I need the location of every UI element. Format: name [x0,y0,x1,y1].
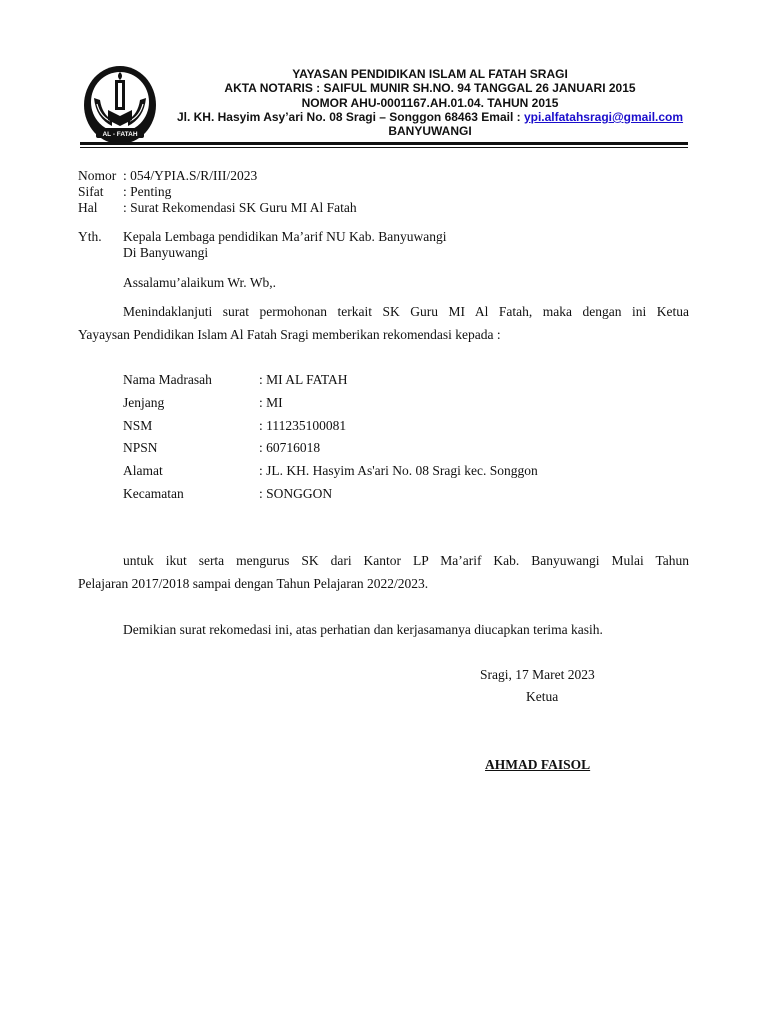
greeting: Assalamu’alaikum Wr. Wb,. [123,275,277,290]
paragraph-purpose-line-2: Pelajaran 2017/2018 sampai dengan Tahun Pelajaran 2022/2023. [78,575,429,591]
closing-statement: Demikian surat rekomedasi ini, atas perhatian dan kerjasamanya diucapkan terima kasih. [123,622,603,637]
info-label: Jenjang [123,395,165,410]
hal-value: : Surat Rekomendasi SK Guru MI Al Fatah [123,200,357,215]
hal-label: Hal [78,200,98,215]
letterhead [168,67,692,138]
recipient-line-1: Kepala Lembaga pendidikan Ma’arif NU Kab. Banyuwangi [123,229,447,244]
paragraph-intro-line-2: Yayaysan Pendidikan Islam Al Fatah Sragi memberikan rekomendasi kepada : [78,326,501,342]
signature-position: Ketua [526,689,559,704]
letterhead-line-2: AKTA NOTARIS : SAIFUL MUNIR SH.NO. 94 TANGGAL 26 JANUARI 2015 [224,81,636,96]
info-value: : MI [259,395,283,410]
letterhead-address [168,110,692,124]
header-rule-thick [80,142,688,145]
nomor-label: Nomor [78,168,117,183]
info-label: Nama Madrasah [123,372,212,387]
letterhead-line-3: NOMOR AHU-0001167.AH.01.04. TAHUN 2015 [301,95,559,110]
paragraph-purpose-line-1: untuk ikut serta mengurus SK dari Kantor LP Ma’arif Kab. Banyuwangi Mulai Tahun [123,553,689,568]
letterhead-city: BANYUWANGI [388,124,472,139]
paragraph-intro [78,301,689,346]
info-label: NSM [123,418,153,433]
paragraph-intro-line-1: Menindaklanjuti surat permohonan terkait SK Guru MI Al Fatah, maka dengan ini Ketua [123,304,689,319]
info-label: NPSN [123,440,158,455]
logo-text: AL - FATAH [102,131,138,138]
info-value: : SONGGON [259,486,333,501]
recipient-label: Yth. [78,229,102,244]
signature-name: AHMAD FAISOL [485,757,591,772]
sifat-value: : Penting [123,184,172,199]
info-label: Kecamatan [123,486,184,501]
nomor-value: : 054/YPIA.S/R/III/2023 [123,168,258,183]
header-rule-thin [80,147,688,148]
paragraph-purpose [78,550,689,595]
info-value: : 60716018 [259,440,321,455]
info-label: Alamat [123,463,163,478]
signature-place-date: Sragi, 17 Maret 2023 [480,667,595,682]
letterhead-line-1: YAYASAN PENDIDIKAN ISLAM AL FATAH SRAGI [292,67,568,81]
info-value: : JL. KH. Hasyim As'ari No. 08 Sragi kec. Songgon [259,463,538,478]
yayasan-logo [82,64,158,146]
email-link[interactable]: ypi.alfatahsragi@gmail.com [523,109,684,124]
recipient-line-2: Di Banyuwangi [123,245,209,260]
info-value: : 111235100081 [259,418,347,433]
sifat-label: Sifat [78,184,104,199]
info-value: : MI AL FATAH [259,372,348,387]
address-text: Jl. KH. Hasyim Asy’ari No. 08 Sragi – Songgon 68463 Email : [176,109,524,124]
